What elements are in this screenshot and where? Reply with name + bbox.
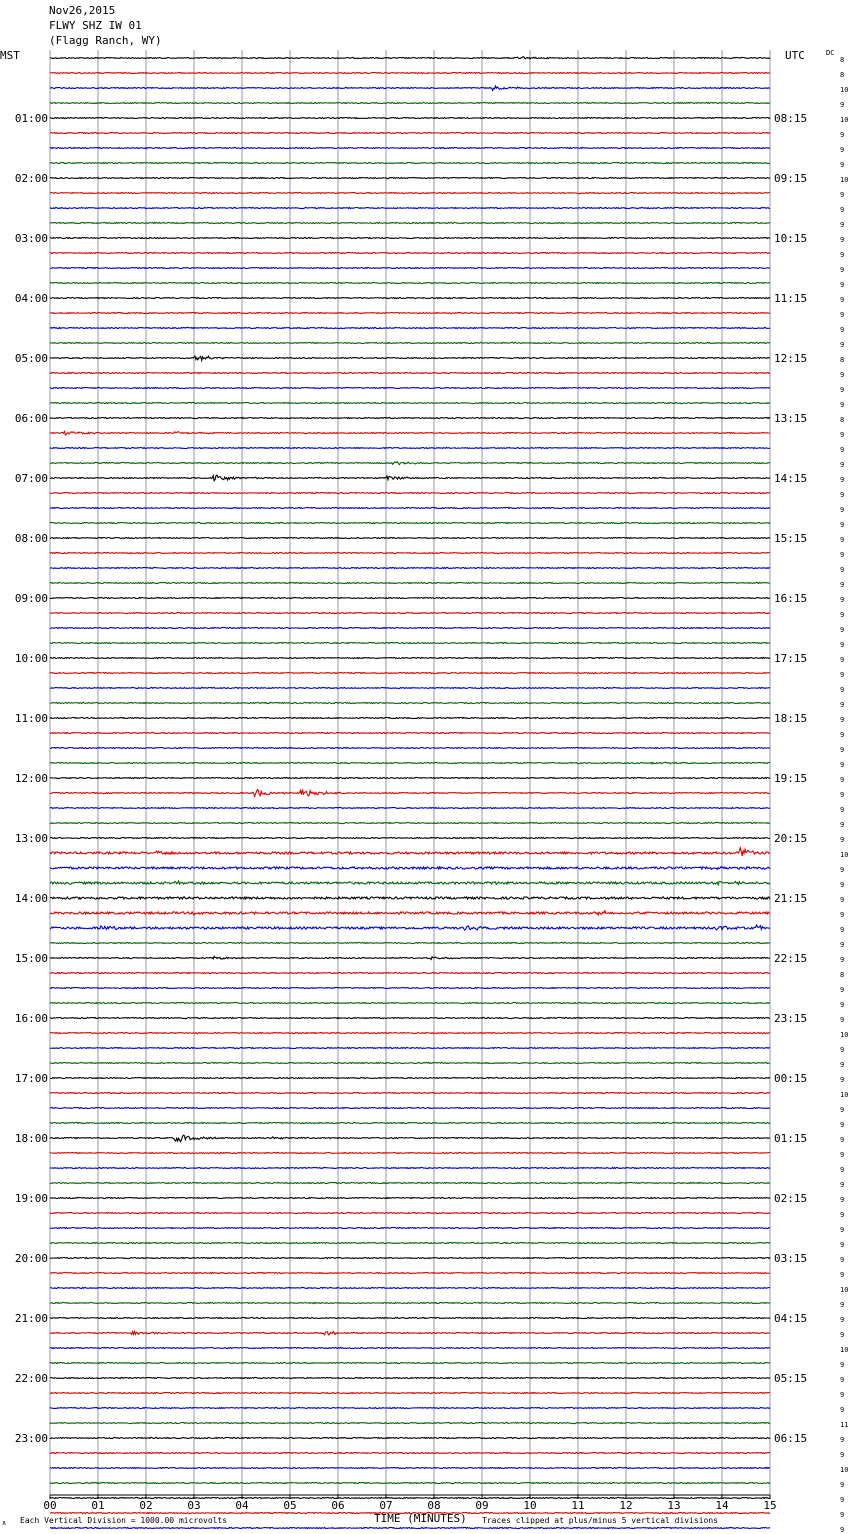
right-hour-label: 12:15	[774, 352, 808, 365]
x-tick-label: 07	[379, 1499, 393, 1512]
trace-line	[50, 1482, 770, 1483]
right-hour-label: 06:15	[774, 1432, 808, 1445]
trace-line	[50, 132, 770, 133]
dc-value: 9	[840, 956, 845, 964]
right-hour-label: 10:15	[774, 232, 808, 245]
trace-line	[50, 417, 770, 418]
trace-line	[50, 1362, 770, 1363]
trace-line	[50, 747, 770, 748]
dc-value: 9	[840, 1181, 845, 1189]
dc-value: 10	[840, 1031, 849, 1039]
trace-line	[50, 447, 770, 448]
trace-line	[50, 267, 770, 268]
dc-value: 9	[840, 641, 845, 649]
trace-line	[50, 762, 770, 764]
x-tick-label: 02	[139, 1499, 153, 1512]
right-hour-label: 15:15	[774, 532, 808, 545]
right-hour-label: 05:15	[774, 1372, 808, 1385]
trace-line	[50, 1377, 770, 1378]
dc-value: 9	[840, 431, 845, 439]
dc-value: 9	[840, 701, 845, 709]
trace-line	[50, 402, 770, 403]
dc-value: 9	[840, 1016, 845, 1024]
left-hour-label: 01:00	[14, 112, 48, 125]
dc-value: 9	[840, 566, 845, 574]
trace-line	[50, 102, 770, 103]
trace-line	[50, 1092, 770, 1093]
left-hour-label: 16:00	[14, 1012, 48, 1025]
trace-line	[50, 1152, 770, 1153]
trace-line	[50, 702, 770, 703]
dc-value: 10	[840, 851, 849, 859]
dc-value: 9	[840, 1511, 845, 1519]
right-hour-label: 02:15	[774, 1192, 808, 1205]
dc-value: 9	[840, 911, 845, 919]
dc-value: 9	[840, 506, 845, 514]
dc-value: 9	[840, 536, 845, 544]
left-hour-label: 20:00	[14, 1252, 48, 1265]
dc-value: 9	[840, 986, 845, 994]
left-hour-label: 10:00	[14, 652, 48, 665]
left-hour-label: 14:00	[14, 892, 48, 905]
trace-line	[50, 1135, 770, 1141]
x-tick-label: 04	[235, 1499, 249, 1512]
dc-value: 9	[840, 1301, 845, 1309]
dc-value: 9	[840, 671, 845, 679]
trace-line	[50, 1452, 770, 1453]
trace-line	[50, 1062, 770, 1063]
dc-value: 9	[840, 791, 845, 799]
dc-value: 9	[840, 836, 845, 844]
dc-value: 9	[840, 1196, 845, 1204]
dc-value: 9	[840, 131, 845, 139]
trace-line	[50, 1227, 770, 1228]
trace-line	[50, 807, 770, 808]
left-hour-label: 04:00	[14, 292, 48, 305]
trace-line	[50, 867, 770, 870]
trace-line	[50, 612, 770, 613]
dc-value: 9	[840, 941, 845, 949]
trace-line	[50, 1422, 770, 1423]
dc-value: 9	[840, 1436, 845, 1444]
dc-value: 9	[840, 1046, 845, 1054]
trace-line	[50, 1407, 770, 1408]
dc-value: 9	[840, 311, 845, 319]
dc-value: 9	[840, 386, 845, 394]
trace-line	[50, 942, 770, 943]
dc-value: 9	[840, 206, 845, 214]
dc-value: 9	[840, 1376, 845, 1384]
dc-value: 8	[840, 56, 845, 64]
trace-line	[50, 1077, 770, 1078]
left-hour-label: 08:00	[14, 532, 48, 545]
dc-value: 9	[840, 1481, 845, 1489]
right-hour-label: 22:15	[774, 952, 808, 965]
trace-line	[50, 147, 770, 148]
trace-line	[50, 342, 770, 343]
dc-value: 9	[840, 446, 845, 454]
dc-value: 9	[840, 1331, 845, 1339]
dc-value: 9	[840, 461, 845, 469]
trace-line	[50, 925, 770, 930]
trace-line	[50, 597, 770, 598]
trace-line	[50, 1527, 770, 1528]
clip-note: Traces clipped at plus/minus 5 vertical divisions	[482, 1516, 719, 1525]
trace-line	[50, 192, 770, 193]
trace-line	[50, 987, 770, 988]
right-hour-label: 13:15	[774, 412, 808, 425]
x-axis-title: TIME (MINUTES)	[374, 1512, 467, 1525]
left-hour-label: 02:00	[14, 172, 48, 185]
trace-line	[50, 72, 770, 73]
trace-line	[50, 1242, 770, 1243]
dc-value: 9	[840, 1361, 845, 1369]
header-station: FLWY SHZ IW 01	[49, 19, 142, 32]
trace-line	[50, 162, 770, 163]
right-hour-label: 23:15	[774, 1012, 808, 1025]
left-hour-label: 11:00	[14, 712, 48, 725]
left-hour-label: 12:00	[14, 772, 48, 785]
trace-line	[50, 1331, 770, 1334]
trace-line	[50, 492, 770, 493]
trace-line	[50, 956, 770, 959]
x-tick-label: 13	[667, 1499, 681, 1512]
x-tick-label: 00	[43, 1499, 57, 1512]
trace-line	[50, 848, 770, 856]
dc-value: 9	[840, 401, 845, 409]
dc-value: 9	[840, 266, 845, 274]
left-hour-label: 23:00	[14, 1432, 48, 1445]
dc-value: 10	[840, 116, 849, 124]
left-hour-label: 21:00	[14, 1312, 48, 1325]
x-tick-label: 11	[571, 1499, 585, 1512]
trace-line	[50, 372, 770, 373]
x-tick-label: 01	[91, 1499, 105, 1512]
trace-line	[50, 687, 770, 688]
right-hour-label: 19:15	[774, 772, 808, 785]
trace-line	[50, 1182, 770, 1183]
right-hour-label: 21:15	[774, 892, 808, 905]
dc-value: 9	[840, 761, 845, 769]
trace-line	[50, 1197, 770, 1198]
trace-line	[50, 1107, 770, 1108]
right-hour-label: 09:15	[774, 172, 808, 185]
trace-line	[50, 582, 770, 583]
dc-value: 11	[840, 1421, 849, 1429]
trace-line	[50, 1437, 770, 1438]
left-hour-label: 07:00	[14, 472, 48, 485]
trace-line	[50, 822, 770, 823]
trace-line	[50, 552, 770, 553]
x-tick-label: 08	[427, 1499, 441, 1512]
dc-value: 9	[840, 596, 845, 604]
right-hour-label: 20:15	[774, 832, 808, 845]
left-hour-label: 03:00	[14, 232, 48, 245]
trace-line	[50, 672, 770, 673]
dc-value: 9	[840, 1406, 845, 1414]
header-location: (Flagg Ranch, WY)	[49, 34, 162, 47]
left-hour-label: 13:00	[14, 832, 48, 845]
trace-line	[50, 1212, 770, 1213]
left-hour-label: 17:00	[14, 1072, 48, 1085]
dc-value: 9	[840, 1151, 845, 1159]
dc-value: 9	[840, 1496, 845, 1504]
trace-line	[50, 475, 770, 481]
dc-value: 9	[840, 251, 845, 259]
dc-value: 9	[840, 821, 845, 829]
dc-value: 9	[840, 731, 845, 739]
trace-line	[50, 1497, 770, 1498]
trace-line	[50, 207, 770, 208]
dc-value: 8	[840, 356, 845, 364]
dc-value: 9	[840, 146, 845, 154]
right-zone-label: UTC	[785, 49, 805, 62]
dc-value: 9	[840, 221, 845, 229]
dc-label: DC	[826, 49, 835, 57]
dc-value: 9	[840, 611, 845, 619]
dc-value: 9	[840, 1526, 845, 1534]
corner-mark: ∧	[2, 1519, 7, 1527]
left-hour-label: 15:00	[14, 952, 48, 965]
trace-line	[50, 117, 770, 118]
trace-line	[50, 911, 770, 915]
right-hour-label: 04:15	[774, 1312, 808, 1325]
trace-line	[50, 1287, 770, 1288]
dc-value: 9	[840, 521, 845, 529]
trace-line	[50, 1047, 770, 1048]
right-hour-label: 00:15	[774, 1072, 808, 1085]
dc-value: 10	[840, 176, 849, 184]
trace-line	[50, 717, 770, 718]
trace-line	[50, 86, 770, 91]
dc-value: 9	[840, 1391, 845, 1399]
dc-value: 8	[840, 416, 845, 424]
dc-value: 9	[840, 1061, 845, 1069]
trace-line	[50, 777, 770, 778]
dc-value: 9	[840, 161, 845, 169]
trace-line	[50, 282, 770, 283]
dc-value: 9	[840, 281, 845, 289]
trace-line	[50, 790, 770, 797]
trace-line	[50, 972, 770, 973]
dc-value: 9	[840, 326, 845, 334]
dc-value: 10	[840, 1466, 849, 1474]
trace-line	[50, 522, 770, 523]
trace-line	[50, 312, 770, 313]
right-hour-label: 17:15	[774, 652, 808, 665]
dc-value: 9	[840, 1121, 845, 1129]
dc-value: 9	[840, 1166, 845, 1174]
right-hour-label: 14:15	[774, 472, 808, 485]
trace-line	[50, 237, 770, 238]
dc-value: 9	[840, 296, 845, 304]
x-tick-label: 10	[523, 1499, 537, 1512]
x-tick-label: 12	[619, 1499, 633, 1512]
right-hour-label: 03:15	[774, 1252, 808, 1265]
trace-line	[50, 1002, 770, 1003]
dc-value: 9	[840, 1226, 845, 1234]
dc-value: 9	[840, 866, 845, 874]
x-tick-label: 14	[715, 1499, 729, 1512]
trace-line	[50, 837, 770, 838]
dc-value: 9	[840, 236, 845, 244]
dc-value: 9	[840, 656, 845, 664]
dc-value: 9	[840, 551, 845, 559]
dc-value: 9	[840, 371, 845, 379]
dc-value: 9	[840, 1136, 845, 1144]
trace-line	[50, 1017, 770, 1018]
trace-line	[50, 1317, 770, 1318]
x-tick-label: 06	[331, 1499, 345, 1512]
dc-value: 8	[840, 971, 845, 979]
dc-value: 9	[840, 491, 845, 499]
x-tick-label: 03	[187, 1499, 201, 1512]
trace-line	[50, 57, 770, 59]
trace-line	[50, 507, 770, 508]
dc-value: 9	[840, 1451, 845, 1459]
trace-line	[50, 881, 770, 885]
trace-line	[50, 657, 770, 658]
trace-line	[50, 1302, 770, 1303]
trace-line	[50, 732, 770, 733]
right-hour-label: 01:15	[774, 1132, 808, 1145]
trace-line	[50, 1122, 770, 1123]
dc-value: 9	[840, 806, 845, 814]
trace-line	[50, 177, 770, 178]
left-hour-label: 19:00	[14, 1192, 48, 1205]
dc-value: 9	[840, 926, 845, 934]
trace-line	[50, 1467, 770, 1468]
scale-note: Each Vertical Division = 1000.00 microvolts	[20, 1516, 228, 1525]
trace-line	[50, 1392, 770, 1393]
trace-line	[50, 387, 770, 388]
right-hour-label: 08:15	[774, 112, 808, 125]
dc-value: 10	[840, 86, 849, 94]
trace-line	[50, 356, 770, 360]
right-hour-label: 11:15	[774, 292, 808, 305]
dc-value: 10	[840, 1346, 849, 1354]
dc-value: 9	[840, 1211, 845, 1219]
trace-line	[50, 1347, 770, 1348]
left-hour-label: 18:00	[14, 1132, 48, 1145]
dc-value: 10	[840, 1286, 849, 1294]
dc-value: 9	[840, 746, 845, 754]
trace-line	[50, 327, 770, 328]
dc-value: 9	[840, 881, 845, 889]
left-hour-label: 09:00	[14, 592, 48, 605]
dc-value: 9	[840, 1316, 845, 1324]
dc-value: 9	[840, 581, 845, 589]
trace-line	[50, 252, 770, 253]
trace-line	[50, 431, 770, 435]
left-hour-label: 06:00	[14, 412, 48, 425]
dc-value: 9	[840, 776, 845, 784]
trace-line	[50, 537, 770, 538]
trace-line	[50, 567, 770, 568]
dc-value: 9	[840, 686, 845, 694]
dc-value: 9	[840, 1001, 845, 1009]
trace-line	[50, 1272, 770, 1273]
dc-value: 9	[840, 476, 845, 484]
x-tick-label: 09	[475, 1499, 489, 1512]
trace-line	[50, 627, 770, 628]
header-date: Nov26,2015	[49, 4, 116, 17]
dc-value: 9	[840, 716, 845, 724]
dc-value: 9	[840, 896, 845, 904]
trace-line	[50, 222, 770, 223]
trace-line	[50, 1257, 770, 1258]
dc-value: 9	[840, 191, 845, 199]
dc-value: 10	[840, 1091, 849, 1099]
right-hour-label: 16:15	[774, 592, 808, 605]
dc-value: 9	[840, 1256, 845, 1264]
left-hour-label: 05:00	[14, 352, 48, 365]
dc-value: 9	[840, 1241, 845, 1249]
trace-line	[50, 897, 770, 899]
trace-line	[50, 1167, 770, 1168]
dc-value: 9	[840, 101, 845, 109]
x-tick-label: 15	[763, 1499, 777, 1512]
left-zone-label: MST	[0, 49, 20, 62]
trace-line	[50, 297, 770, 298]
x-tick-label: 05	[283, 1499, 297, 1512]
left-hour-label: 22:00	[14, 1372, 48, 1385]
dc-value: 9	[840, 341, 845, 349]
dc-value: 9	[840, 1076, 845, 1084]
dc-value: 8	[840, 71, 845, 79]
right-hour-label: 18:15	[774, 712, 808, 725]
dc-value: 9	[840, 1106, 845, 1114]
trace-line	[50, 462, 770, 465]
trace-line	[50, 642, 770, 643]
dc-value: 9	[840, 626, 845, 634]
dc-value: 9	[840, 1271, 845, 1279]
trace-line	[50, 1032, 770, 1033]
